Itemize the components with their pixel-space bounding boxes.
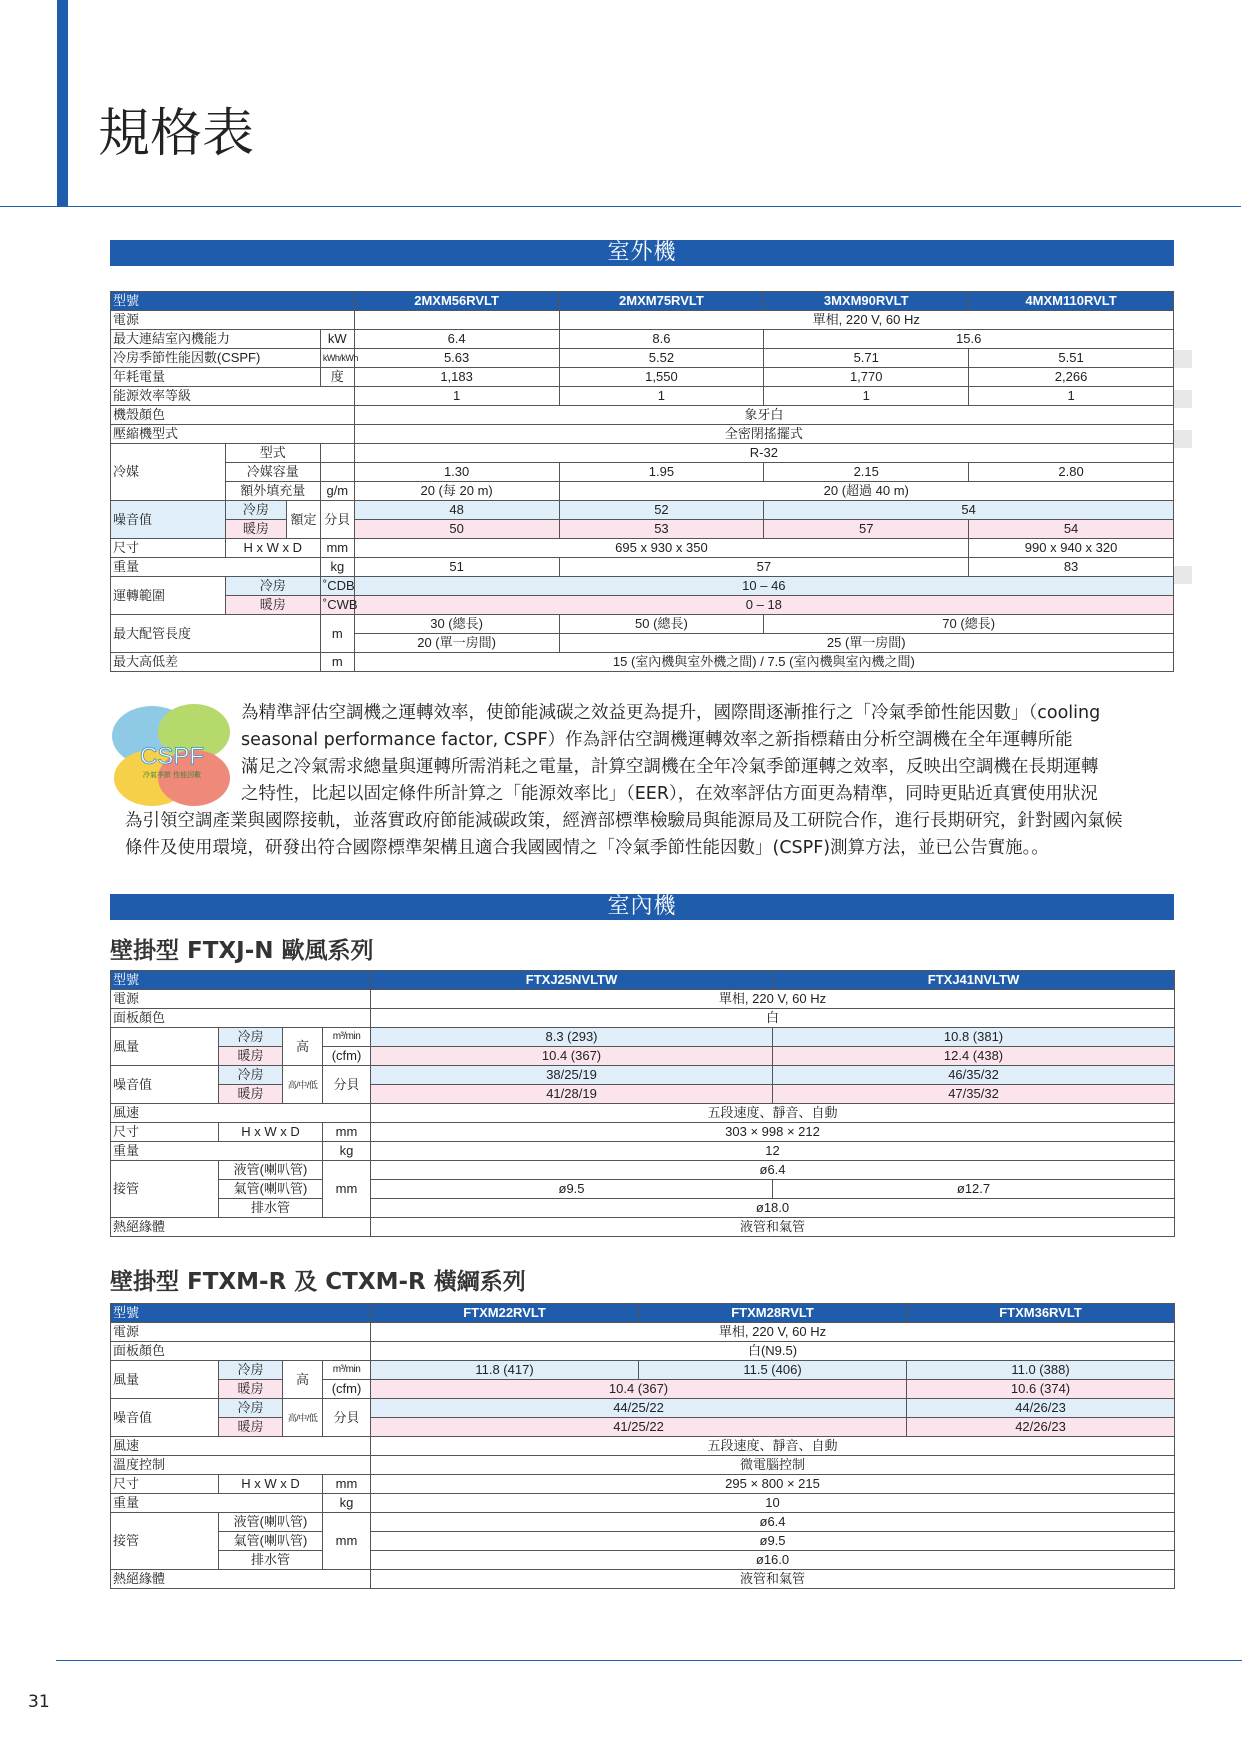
outdoor-banner: 室外機 — [110, 240, 1174, 266]
page-number: 31 — [28, 1692, 50, 1712]
cell: 50 (總長) — [559, 615, 764, 634]
unit-cell: mm — [323, 1475, 371, 1494]
row-label: 面板顏色 — [111, 1009, 371, 1028]
unit-cell: m — [320, 615, 354, 653]
unit-cell: kg — [323, 1494, 371, 1513]
cell: 1 — [969, 387, 1174, 406]
row-label: 最大連結室內機能力 — [111, 330, 321, 349]
cell: 10.4 (367) — [371, 1047, 773, 1066]
table-row — [111, 653, 1174, 672]
cell: 五段速度、靜音、自動 — [371, 1437, 1175, 1456]
table-row — [111, 368, 1174, 387]
cell: 51 — [354, 558, 559, 577]
model-header: 型號 — [111, 292, 355, 311]
row-label: 機殼顏色 — [111, 406, 355, 425]
sub-label: H x W x D — [219, 1475, 323, 1494]
table-row — [111, 444, 1174, 463]
table-row — [111, 1437, 1175, 1456]
paragraph-line: 為精準評估空調機之運轉效率，使節能減碳之效益更為提升，國際間逐漸推行之「冷氣季節性能因數」（cooling — [241, 703, 1101, 723]
sub-label: 冷房 — [225, 501, 286, 520]
page-title: 規格表 — [98, 104, 255, 164]
table-row — [111, 520, 1174, 539]
unit-cell: ˚CDB — [320, 577, 354, 596]
unit-cell: mm — [323, 1161, 371, 1218]
table-row — [111, 292, 1174, 311]
cell: 295 × 800 × 215 — [371, 1475, 1175, 1494]
paragraph-line: 條件及使用環境，研發出符合國際標準架構且適合我國國情之「冷氣季節性能因數」(CSPF)測算方法，並已公告實施。。 — [125, 838, 1049, 858]
sub-label: 暖房 — [219, 1418, 283, 1437]
sub-label: 排水管 — [219, 1551, 323, 1570]
cell: 6.4 — [354, 330, 559, 349]
row-label: 風速 — [111, 1437, 371, 1456]
cell: 10.8 (381) — [773, 1028, 1175, 1047]
cell: 11.8 (417) — [371, 1361, 639, 1380]
cell: 20 (單一房間) — [354, 634, 559, 653]
cell: 54 — [764, 501, 1174, 520]
cell: 1,770 — [764, 368, 969, 387]
table-row — [111, 1142, 1175, 1161]
cell: 990 x 940 x 320 — [969, 539, 1174, 558]
cell: 單相, 220 V, 60 Hz — [559, 311, 1173, 330]
table-row — [111, 1104, 1175, 1123]
cspf-description — [125, 700, 1175, 862]
row-label: 冷媒 — [111, 444, 226, 501]
table-row — [111, 463, 1174, 482]
sub-label: 氣管(喇叭管) — [219, 1180, 323, 1199]
cell: 303 × 998 × 212 — [371, 1123, 1175, 1142]
unit-cell: kW — [320, 330, 354, 349]
sub-label: 冷房 — [225, 577, 320, 596]
cell: 10.6 (374) — [907, 1380, 1175, 1399]
row-label: 尺寸 — [111, 539, 226, 558]
ftxm-series-title: 壁掛型 FTXM-R 及 CTXM-R 橫綱系列 — [110, 1269, 526, 1295]
table-row — [111, 615, 1174, 634]
row-label: 噪音值 — [111, 1066, 219, 1104]
sub-label: H x W x D — [219, 1123, 323, 1142]
cell: 57 — [559, 558, 969, 577]
cell: 50 — [354, 520, 559, 539]
row-label: 風量 — [111, 1361, 219, 1399]
cell: 44/25/22 — [371, 1399, 907, 1418]
sub-label: 高/中/低 — [283, 1399, 323, 1437]
unit-cell: m — [320, 653, 354, 672]
cell: 48 — [354, 501, 559, 520]
cell: 20 (超過 40 m) — [559, 482, 1173, 501]
table-row — [111, 577, 1174, 596]
ftxj-spec-table — [110, 970, 1175, 1237]
cell: 41/28/19 — [371, 1085, 773, 1104]
table-row — [111, 349, 1174, 368]
cell: 0 – 18 — [354, 596, 1173, 615]
row-label: 風量 — [111, 1028, 219, 1066]
sub-label: 高 — [283, 1361, 323, 1399]
cell: 42/26/23 — [907, 1418, 1175, 1437]
ftxj-series-title: 壁掛型 FTXJ-N 歐風系列 — [110, 938, 374, 964]
cell: 1,183 — [354, 368, 559, 387]
unit-cell: kg — [323, 1142, 371, 1161]
row-label: 電源 — [111, 1323, 371, 1342]
unit-cell: 分貝 — [323, 1399, 371, 1437]
model-ftxj41: FTXJ41NVLTW — [773, 971, 1175, 990]
unit-cell: mm — [323, 1123, 371, 1142]
row-label: 尺寸 — [111, 1475, 219, 1494]
row-label: 重量 — [111, 558, 321, 577]
unit-cell: g/m — [320, 482, 354, 501]
sub-label: 高/中/低 — [283, 1066, 323, 1104]
table-row — [111, 1028, 1175, 1047]
table-row — [111, 1085, 1175, 1104]
outdoor-spec-table — [110, 291, 1174, 672]
table-row — [111, 558, 1174, 577]
cell: ø12.7 — [773, 1180, 1175, 1199]
cell: 液管和氣管 — [371, 1218, 1175, 1237]
table-row — [111, 1342, 1175, 1361]
cell: ø9.5 — [371, 1532, 1175, 1551]
paragraph-line: 為引領空調產業與國際接軌，並落實政府節能減碳政策，經濟部標準檢驗局與能源局及工研院合作，進行長期研究，針對國內氣候 — [125, 811, 1123, 831]
cell: 2.80 — [969, 463, 1174, 482]
unit-cell: (cfm) — [323, 1047, 371, 1066]
cell: 70 (總長) — [764, 615, 1174, 634]
unit-cell: ˚CWB — [320, 596, 354, 615]
table-row — [111, 1380, 1175, 1399]
unit-cell: kg — [320, 558, 354, 577]
table-row — [111, 1161, 1175, 1180]
row-label: 接管 — [111, 1513, 219, 1570]
cell: 47/35/32 — [773, 1085, 1175, 1104]
unit-cell: (cfm) — [323, 1380, 371, 1399]
cell: 30 (總長) — [354, 615, 559, 634]
sub-label: 冷房 — [219, 1066, 283, 1085]
table-row — [111, 1123, 1175, 1142]
sub-label: 液管(喇叭管) — [219, 1513, 323, 1532]
unit-cell: 分貝 — [320, 501, 354, 539]
unit-cell: 度 — [320, 368, 354, 387]
table-row — [111, 1066, 1175, 1085]
table-row — [111, 482, 1174, 501]
cell: ø18.0 — [371, 1199, 1175, 1218]
sub-label: 暖房 — [219, 1085, 283, 1104]
table-row — [111, 1323, 1175, 1342]
cell: 10.4 (367) — [371, 1380, 907, 1399]
unit-cell: 分貝 — [323, 1066, 371, 1104]
cell: 2.15 — [764, 463, 969, 482]
row-label: 接管 — [111, 1161, 219, 1218]
table-row — [111, 1047, 1175, 1066]
row-label: 最大高低差 — [111, 653, 321, 672]
row-label: 電源 — [111, 311, 355, 330]
empty-cell — [354, 311, 559, 330]
model-ftxm22: FTXM22RVLT — [371, 1304, 639, 1323]
sub-label: 冷房 — [219, 1028, 283, 1047]
cell: 53 — [559, 520, 764, 539]
header-rule — [0, 206, 1241, 207]
cell: 5.51 — [969, 349, 1174, 368]
cell: 白 — [371, 1009, 1175, 1028]
cell: 52 — [559, 501, 764, 520]
row-label: 熱絕緣體 — [111, 1570, 371, 1589]
grey-tab — [1174, 350, 1192, 368]
cell: 57 — [764, 520, 969, 539]
empty-cell — [320, 463, 354, 482]
cell: 1 — [354, 387, 559, 406]
model-ftxm36: FTXM36RVLT — [907, 1304, 1175, 1323]
cell: ø6.4 — [371, 1161, 1175, 1180]
table-row — [111, 990, 1175, 1009]
row-label: 重量 — [111, 1494, 323, 1513]
table-row — [111, 1456, 1175, 1475]
model-2mxm56: 2MXM56RVLT — [354, 292, 559, 311]
row-label: 熱絕緣體 — [111, 1218, 371, 1237]
unit-cell: mm — [320, 539, 354, 558]
unit-cell: m³/min — [323, 1361, 371, 1380]
row-label: 風速 — [111, 1104, 371, 1123]
cell: 白(N9.5) — [371, 1342, 1175, 1361]
cell: 全密閉搖擺式 — [354, 425, 1173, 444]
cell: 1 — [764, 387, 969, 406]
cell: 41/25/22 — [371, 1418, 907, 1437]
table-row — [111, 387, 1174, 406]
cell: 5.52 — [559, 349, 764, 368]
cell: 44/26/23 — [907, 1399, 1175, 1418]
cell: 83 — [969, 558, 1174, 577]
cell: 15 (室內機與室外機之間) / 7.5 (室內機與室內機之間) — [354, 653, 1173, 672]
table-row — [111, 425, 1174, 444]
model-2mxm75: 2MXM75RVLT — [559, 292, 764, 311]
table-row — [111, 1009, 1175, 1028]
table-row — [111, 1551, 1175, 1570]
unit-cell: m³/min — [323, 1028, 371, 1047]
row-label: 能源效率等級 — [111, 387, 355, 406]
cell: 五段速度、靜音、自動 — [371, 1104, 1175, 1123]
sub-label: 額外填充量 — [225, 482, 320, 501]
footer-rule — [56, 1660, 1242, 1661]
row-label: 壓縮機型式 — [111, 425, 355, 444]
sub-label: 額定 — [287, 501, 321, 539]
table-row — [111, 1218, 1175, 1237]
table-row — [111, 971, 1175, 990]
cell: 695 x 930 x 350 — [354, 539, 968, 558]
row-label: 噪音值 — [111, 1399, 219, 1437]
grey-tab — [1174, 566, 1192, 584]
model-ftxm28: FTXM28RVLT — [639, 1304, 907, 1323]
cell: 11.0 (388) — [907, 1361, 1175, 1380]
left-accent-bar — [57, 0, 68, 207]
sub-label: H x W x D — [225, 539, 320, 558]
sub-label: 暖房 — [225, 596, 320, 615]
row-label: 冷房季節性能因數(CSPF) — [111, 349, 321, 368]
sub-label: 排水管 — [219, 1199, 323, 1218]
paragraph-line: seasonal performance factor, CSPF）作為評估空調機運轉效率之新指標藉由分析空調機在全年運轉所能 — [241, 730, 1073, 750]
model-ftxj25: FTXJ25NVLTW — [371, 971, 773, 990]
cell: 20 (每 20 m) — [354, 482, 559, 501]
table-row — [111, 1199, 1175, 1218]
unit-cell: mm — [323, 1513, 371, 1570]
grey-tab — [1174, 430, 1192, 448]
table-row — [111, 406, 1174, 425]
empty-cell — [320, 444, 354, 463]
sub-label: 冷媒容量 — [225, 463, 320, 482]
row-label: 噪音值 — [111, 501, 226, 539]
grey-tab — [1174, 390, 1192, 408]
cell: 46/35/32 — [773, 1066, 1175, 1085]
table-row — [111, 1361, 1175, 1380]
model-header: 型號 — [111, 971, 371, 990]
table-row — [111, 1399, 1175, 1418]
cell: 1,550 — [559, 368, 764, 387]
indoor-banner: 室內機 — [110, 894, 1174, 920]
cell: 5.71 — [764, 349, 969, 368]
sub-label: 暖房 — [219, 1380, 283, 1399]
cell: 54 — [969, 520, 1174, 539]
cell: 38/25/19 — [371, 1066, 773, 1085]
cell: 5.63 — [354, 349, 559, 368]
cell: R-32 — [354, 444, 1173, 463]
table-row — [111, 1180, 1175, 1199]
sub-label: 冷房 — [219, 1361, 283, 1380]
cell: 象牙白 — [354, 406, 1173, 425]
cell: 25 (單一房間) — [559, 634, 1173, 653]
paragraph-line: 之特性，比起以固定條件所計算之「能源效率比」（EER），在效率評估方面更為精準，同時更貼近真實使用狀況 — [241, 784, 1098, 804]
cell: ø6.4 — [371, 1513, 1175, 1532]
cell: 1.30 — [354, 463, 559, 482]
table-row — [111, 1304, 1175, 1323]
model-header: 型號 — [111, 1304, 371, 1323]
sub-label: 暖房 — [225, 520, 286, 539]
row-label: 尺寸 — [111, 1123, 219, 1142]
table-row — [111, 1570, 1175, 1589]
logo-subtext: 冷氣季節 性能因數 — [142, 771, 202, 779]
table-row — [111, 330, 1174, 349]
cell: 單相, 220 V, 60 Hz — [371, 1323, 1175, 1342]
cell: ø16.0 — [371, 1551, 1175, 1570]
cell: ø9.5 — [371, 1180, 773, 1199]
row-label: 最大配管長度 — [111, 615, 321, 653]
table-row — [111, 1532, 1175, 1551]
cell: 15.6 — [764, 330, 1174, 349]
cell: 10 — [371, 1494, 1175, 1513]
cell: 10 – 46 — [354, 577, 1173, 596]
table-row — [111, 596, 1174, 615]
sub-label: 暖房 — [219, 1047, 283, 1066]
table-row — [111, 311, 1174, 330]
cell: 12 — [371, 1142, 1175, 1161]
cell: 1.95 — [559, 463, 764, 482]
row-label: 年耗電量 — [111, 368, 321, 387]
cell: 液管和氣管 — [371, 1570, 1175, 1589]
table-row — [111, 539, 1174, 558]
cell: 11.5 (406) — [639, 1361, 907, 1380]
table-row — [111, 501, 1174, 520]
row-label: 運轉範圍 — [111, 577, 226, 615]
table-row — [111, 1475, 1175, 1494]
row-label: 重量 — [111, 1142, 323, 1161]
row-label: 電源 — [111, 990, 371, 1009]
cell: 2,266 — [969, 368, 1174, 387]
cell: 8.3 (293) — [371, 1028, 773, 1047]
sub-label: 型式 — [225, 444, 320, 463]
model-4mxm110: 4MXM110RVLT — [969, 292, 1174, 311]
unit-cell: kWh/kWh — [320, 349, 354, 368]
ftxm-spec-table — [110, 1303, 1175, 1589]
model-3mxm90: 3MXM90RVLT — [764, 292, 969, 311]
cell: 單相, 220 V, 60 Hz — [371, 990, 1175, 1009]
cell: 1 — [559, 387, 764, 406]
sub-label: 液管(喇叭管) — [219, 1161, 323, 1180]
paragraph-line: 滿足之冷氣需求總量與運轉所需消耗之電量，計算空調機在全年冷氣季節運轉之效率，反映出空調機在長期運轉 — [241, 757, 1099, 777]
cell: 12.4 (438) — [773, 1047, 1175, 1066]
row-label: 溫度控制 — [111, 1456, 371, 1475]
table-row — [111, 1513, 1175, 1532]
cell: 8.6 — [559, 330, 764, 349]
cell: 微電腦控制 — [371, 1456, 1175, 1475]
table-row — [111, 1494, 1175, 1513]
sub-label: 高 — [283, 1028, 323, 1066]
row-label: 面板顏色 — [111, 1342, 371, 1361]
table-row — [111, 1418, 1175, 1437]
sub-label: 冷房 — [219, 1399, 283, 1418]
logo-text: CSPF — [139, 743, 205, 770]
sub-label: 氣管(喇叭管) — [219, 1532, 323, 1551]
